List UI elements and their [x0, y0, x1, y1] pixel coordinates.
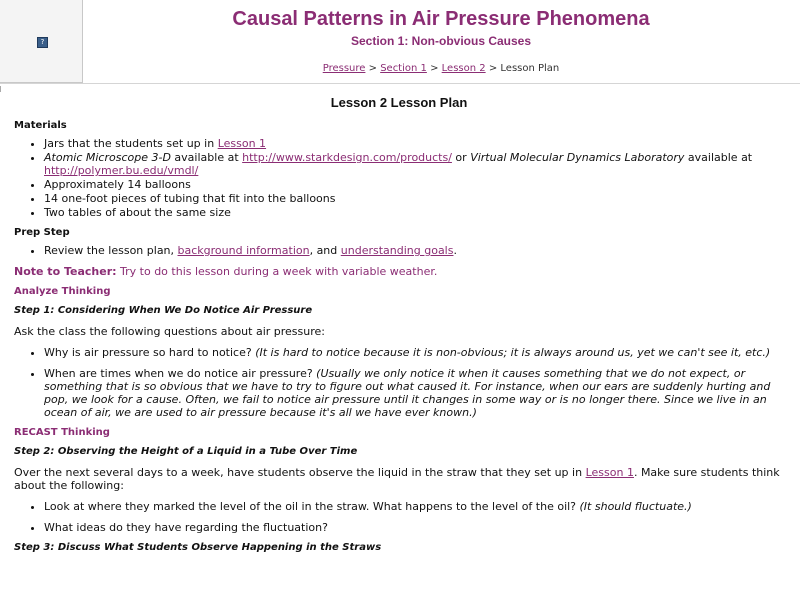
lesson1-link[interactable]: Lesson 1	[217, 137, 267, 150]
breadcrumb-section1-link[interactable]: Section 1	[380, 63, 427, 74]
recast-thinking-heading: RECAST Thinking	[14, 427, 110, 438]
starkdesign-link[interactable]: http://www.starkdesign.com/products/	[242, 151, 452, 164]
list-item: • What ideas do they have regarding the fluctuation?	[44, 521, 784, 534]
list-item	[44, 367, 784, 419]
teacher-note-text: Try to do this lesson during a week with variable weather.	[116, 265, 438, 278]
item-text: available at	[684, 151, 753, 164]
paragraph-text: . Make sure students think about the following:	[14, 466, 780, 492]
site-title: Causal Patterns in Air Pressure Phenomena	[232, 8, 650, 30]
list-item	[44, 244, 784, 257]
logo-placeholder	[0, 0, 83, 83]
item-text: Review the lesson plan,	[44, 244, 178, 257]
step2-heading: Step 2: Observing the Height of a Liquid in a Tube Over Time	[14, 446, 358, 457]
materials-heading: Materials	[14, 120, 67, 131]
prep-heading: Prep Step	[14, 227, 70, 238]
lesson1-link[interactable]: Lesson 1	[585, 466, 634, 479]
teacher-note	[14, 265, 784, 278]
list-item	[44, 137, 784, 150]
item-text: available at	[170, 151, 243, 164]
item-text: Jars that the students set up in	[44, 137, 218, 150]
step3-heading: Step 3: Discuss What Students Observe Happening in the Straws	[14, 542, 382, 553]
step1-intro: Ask the class the following questions about air pressure:	[14, 325, 325, 338]
list-item	[44, 500, 784, 513]
broken-image-icon: ?	[37, 37, 48, 48]
breadcrumb-pressure-link[interactable]: Pressure	[322, 63, 366, 74]
header-divider	[0, 83, 800, 84]
software-name: Atomic Microscope 3-D	[44, 151, 171, 164]
question-text: Look at where they marked the level of the oil in the straw. What happens to the level of the oil?	[44, 500, 580, 513]
vmdl-link[interactable]: http://polymer.bu.edu/vmdl/	[44, 164, 199, 177]
list-item	[44, 151, 784, 177]
materials-list	[14, 137, 784, 219]
background-information-link[interactable]: background information	[177, 244, 310, 257]
step1-questions	[14, 346, 784, 419]
list-item: • 14 one-foot pieces of tubing that fit into the balloons	[44, 192, 784, 205]
prep-list	[14, 244, 784, 257]
software-name: Virtual Molecular Dynamics Laboratory	[470, 151, 685, 164]
breadcrumb-lesson2-link[interactable]: Lesson 2	[441, 63, 486, 74]
breadcrumb	[82, 63, 800, 74]
answer-text: (It should fluctuate.)	[579, 500, 692, 513]
page-title: Lesson 2 Lesson Plan	[330, 95, 468, 110]
paragraph-text: Over the next several days to a week, have students observe the liquid in the straw that they set up in	[14, 466, 586, 479]
step1-heading: Step 1: Considering When We Do Notice Air Pressure	[14, 305, 313, 316]
breadcrumb-separator: >	[368, 63, 377, 74]
question-text: When are times when we do notice air pressure?	[44, 367, 317, 380]
question-text: Why is air pressure so hard to notice?	[44, 346, 256, 359]
breadcrumb-separator: >	[430, 63, 439, 74]
item-text: .	[453, 244, 457, 257]
page-header	[0, 0, 800, 83]
item-text: or	[451, 151, 471, 164]
section-subtitle: Section 1: Non-obvious Causes	[350, 34, 532, 48]
frame-edge-mark	[0, 86, 5, 92]
list-item: • Approximately 14 balloons	[44, 178, 784, 191]
breadcrumb-separator: >	[488, 63, 498, 74]
item-text: , and	[309, 244, 341, 257]
answer-text: (It is hard to notice because it is non-obvious; it is always around us, yet we can't see it, etc.)	[255, 346, 771, 359]
list-item: • Two tables of about the same size	[44, 206, 784, 219]
teacher-note-label: Note to Teacher:	[14, 265, 117, 278]
answer-text: (Usually we only notice it when it causes something that we do not expect, or something that is so obvious that we have to try to figure out what caused it. For instance, when our ears are suddenly hurting and pop, we look for a cause. Often, we fail to notice air pressure until it changes in some way or is no longer there. Since we live in an ocean of air, we are used to air pressure because it's all we have ever known.)	[44, 367, 771, 419]
step2-intro	[14, 466, 784, 492]
step2-questions	[14, 500, 784, 534]
list-item	[44, 346, 784, 359]
main-content	[14, 95, 784, 562]
understanding-goals-link[interactable]: understanding goals	[340, 244, 454, 257]
analyze-thinking-heading: Analyze Thinking	[14, 286, 111, 297]
breadcrumb-current: Lesson Plan	[500, 63, 560, 74]
